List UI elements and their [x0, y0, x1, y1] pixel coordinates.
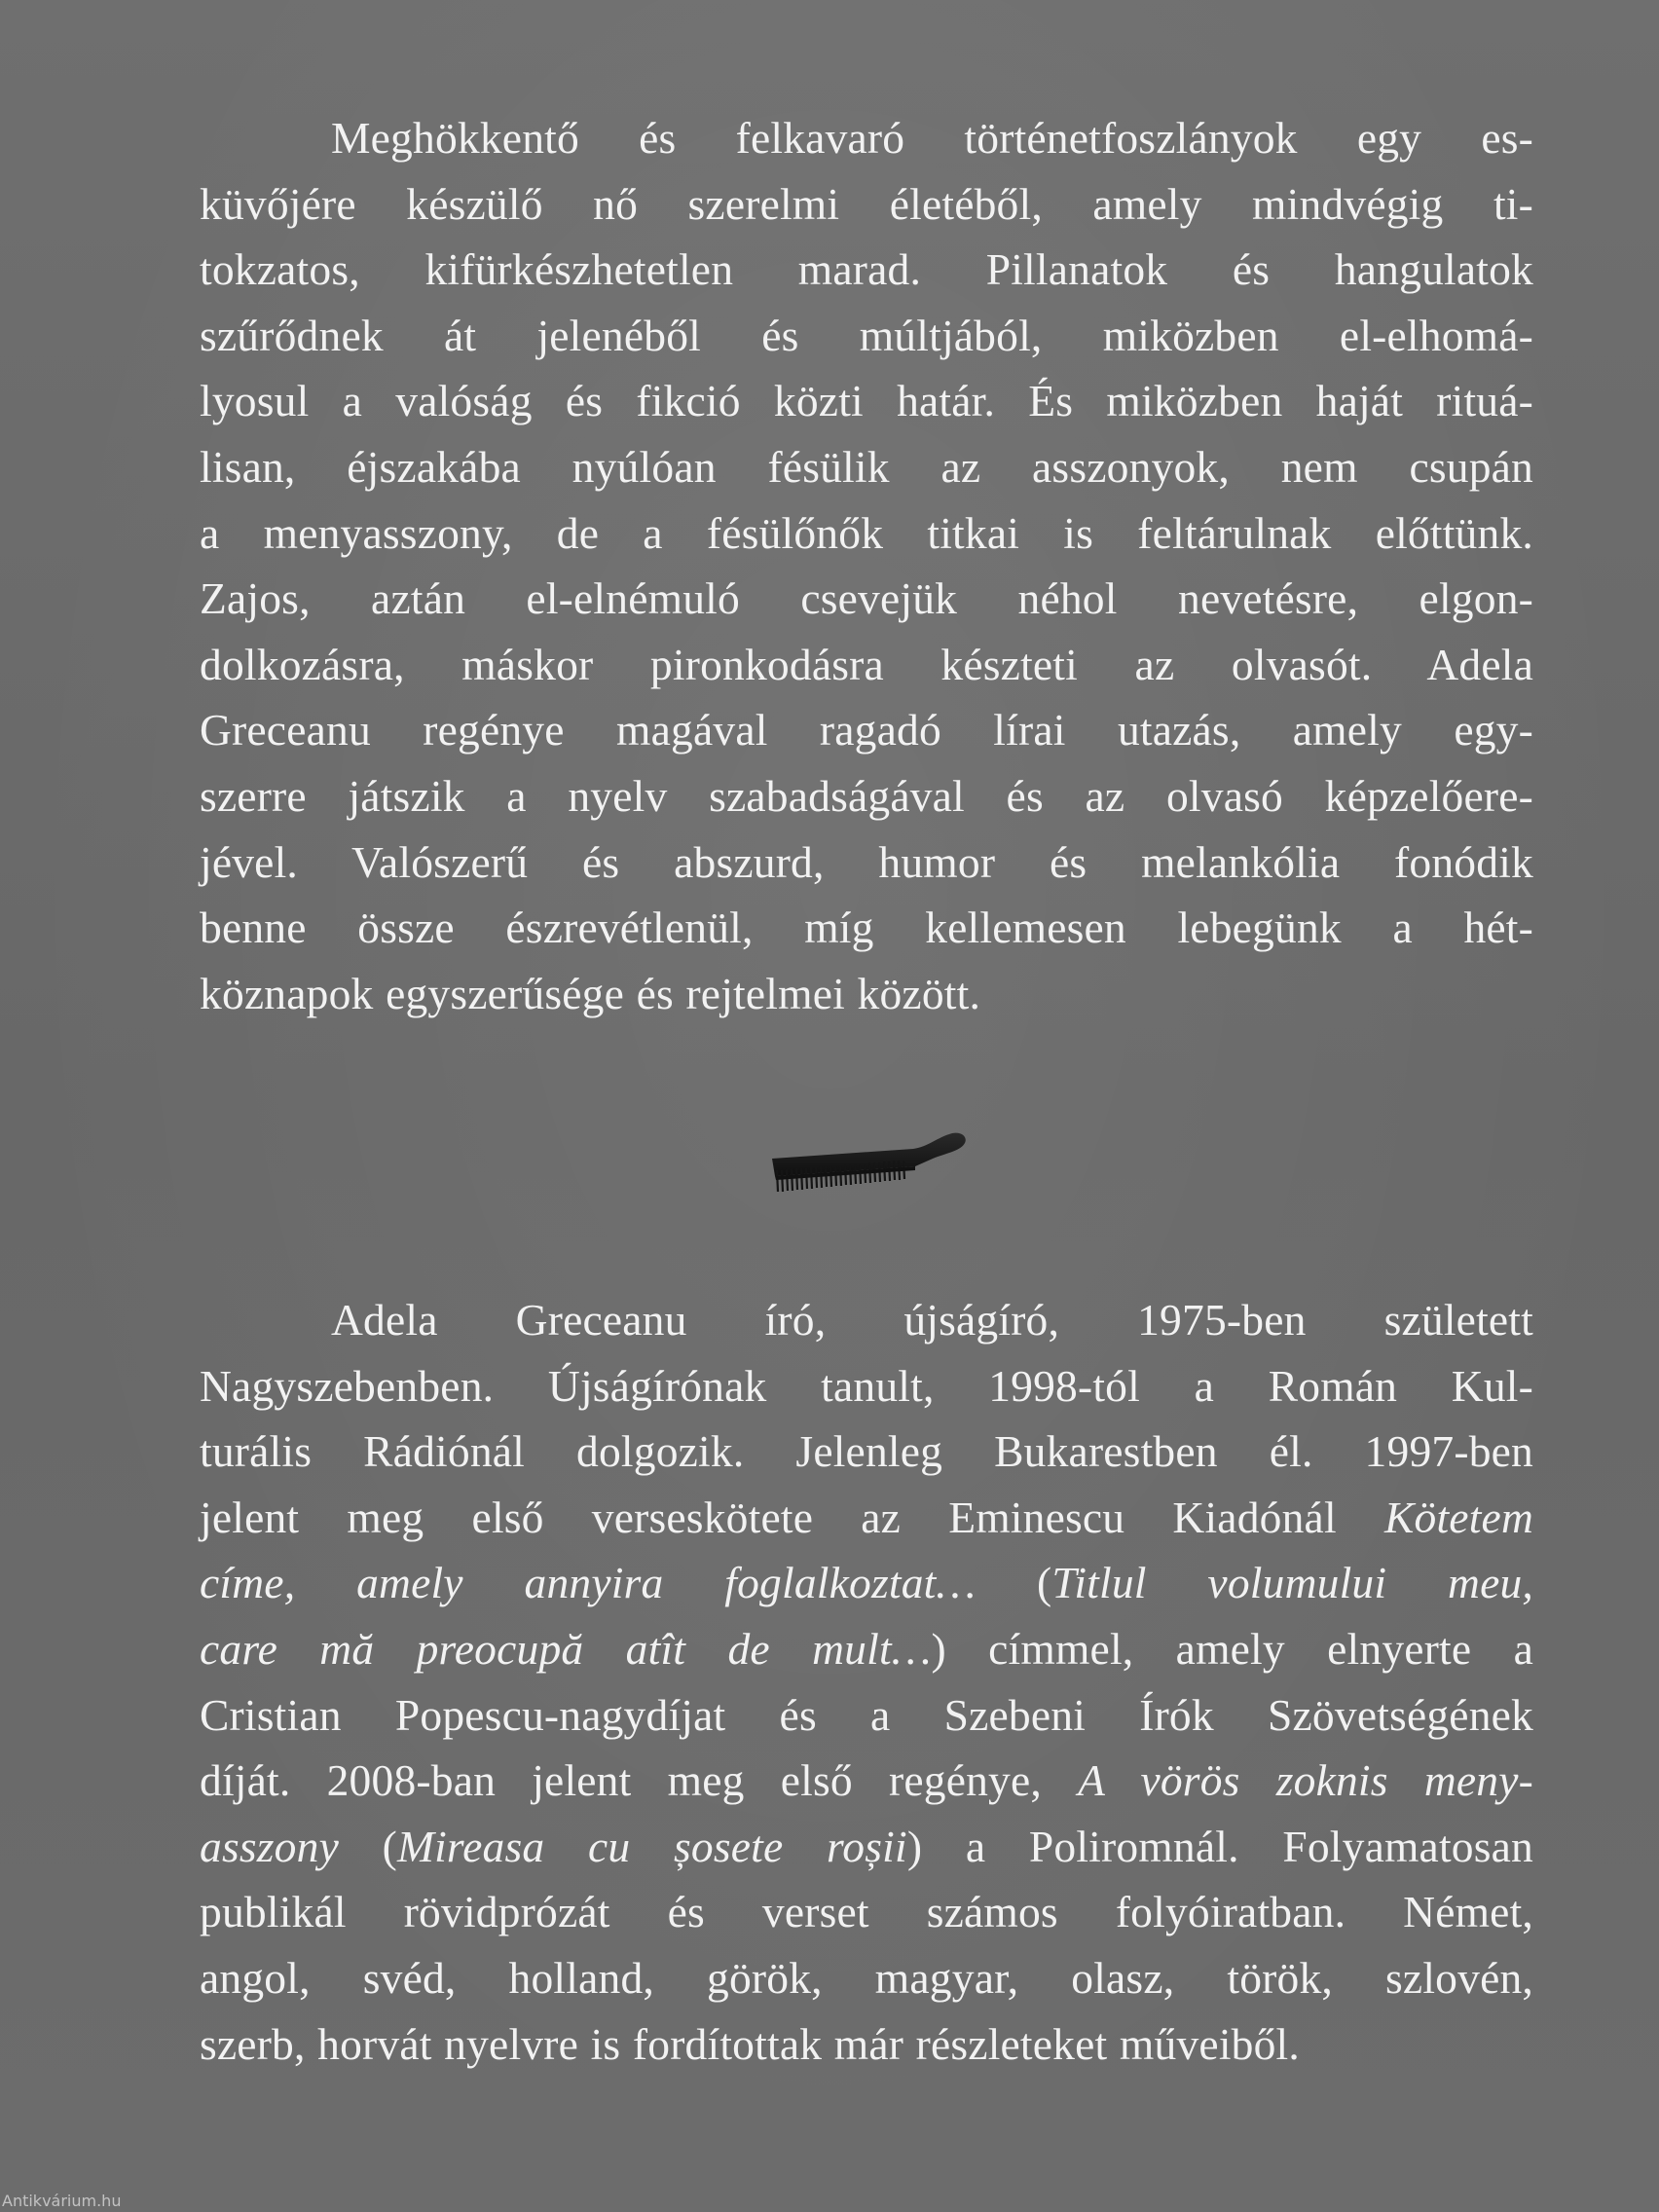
blurb-paragraph: [200, 105, 1533, 1026]
book-title-italic: A vörös zoknis meny-: [1078, 1755, 1533, 1806]
blurb-line: szerre játszik a nyelv szabadságával és az olvasó képzelőere-: [200, 770, 1533, 821]
book-title-italic: asszony: [200, 1821, 339, 1871]
bio-line: angol, svéd, holland, görök, magyar, olasz, török, szlovén,: [200, 1952, 1533, 2003]
author-bio-paragraph: [200, 1287, 1533, 2077]
bio-line: szerb, horvát nyelvre is fordítottak már részleteket műveiből.: [200, 2018, 1300, 2069]
comb-icon: [767, 1127, 972, 1205]
bio-line: publikál rövidprózát és verset számos folyóiratban. Német,: [200, 1887, 1533, 1937]
blurb-line: küvőjére készülő nő szerelmi életéből, amely mindvégig ti-: [200, 178, 1533, 229]
blurb-line: jével. Valószerű és abszurd, humor és melankólia fonódik: [200, 836, 1533, 887]
book-title-italic: címe, amely annyira foglalkoztat…: [200, 1558, 977, 1608]
bio-line: [200, 1485, 1533, 1551]
book-title-italic: Titlul volumului meu,: [1051, 1558, 1533, 1608]
bio-line: [200, 1814, 1533, 1880]
blurb-line: dolkozásra, máskor pironkodásra készteti az olvasót. Adela: [200, 639, 1533, 689]
blurb-line: a menyasszony, de a fésülőnők titkai is feltárulnak előttünk.: [200, 507, 1533, 558]
book-title-italic: Kötetem: [1383, 1492, 1533, 1542]
blurb-line: lisan, éjszakába nyúlóan fésülik az asszonyok, nem csupán: [200, 441, 1533, 492]
bio-line: Nagyszebenben. Újságírónak tanult, 1998-tól a Román Kul-: [200, 1360, 1533, 1411]
blurb-line: köznapok egyszerűsége és rejtelmei között.: [200, 968, 981, 1018]
blurb-line: lyosul a valóság és fikció közti határ. És miközben haját rituá-: [200, 376, 1533, 426]
watermark-text: Antikvárium.hu: [2, 2192, 122, 2210]
blurb-line: Greceanu regénye magával ragadó lírai utazás, amely egy-: [200, 705, 1533, 756]
bio-line: [200, 1748, 1533, 1814]
book-title-italic: Mireasa cu șosete roșii: [396, 1821, 907, 1871]
bio-line: [200, 1616, 1533, 1682]
blurb-line: szűrődnek át jelenéből és múltjából, miközben el-elhomá-: [200, 310, 1533, 360]
bio-text: ) címmel, amely elnyerte a: [931, 1623, 1533, 1674]
bio-text: díját. 2008-ban jelent meg első regénye,: [200, 1755, 1079, 1806]
bio-line: [200, 1550, 1533, 1616]
bio-text: ) a Poliromnál. Folyamatosan: [906, 1821, 1533, 1871]
blurb-line: tokzatos, kifürkészhetetlen marad. Pillanatok és hangulatok: [200, 244, 1533, 295]
bio-line: Cristian Popescu-nagydíjat és a Szebeni Írók Szövetségének: [200, 1689, 1533, 1740]
blurb-line: Meghökkentő és felkavaró történetfoszlányok egy es-: [331, 113, 1533, 163]
bio-text: jelent meg első verseskötete az Eminescu Kiadónál: [200, 1492, 1337, 1542]
blurb-line: benne össze észrevétlenül, míg kellemesen lebegünk a hét-: [200, 903, 1533, 953]
bio-text: (: [976, 1558, 1052, 1608]
bio-line: Adela Greceanu író, újságíró, 1975-ben született: [331, 1295, 1533, 1345]
blurb-line: Zajos, aztán el-elnémuló csevejük néhol nevetésre, elgon-: [200, 573, 1533, 624]
book-title-italic: care mă preocupă atît de mult…: [200, 1623, 932, 1674]
bio-text: (: [338, 1821, 397, 1871]
bio-line: turális Rádiónál dolgozik. Jelenleg Bukarestben él. 1997-ben: [200, 1426, 1533, 1477]
